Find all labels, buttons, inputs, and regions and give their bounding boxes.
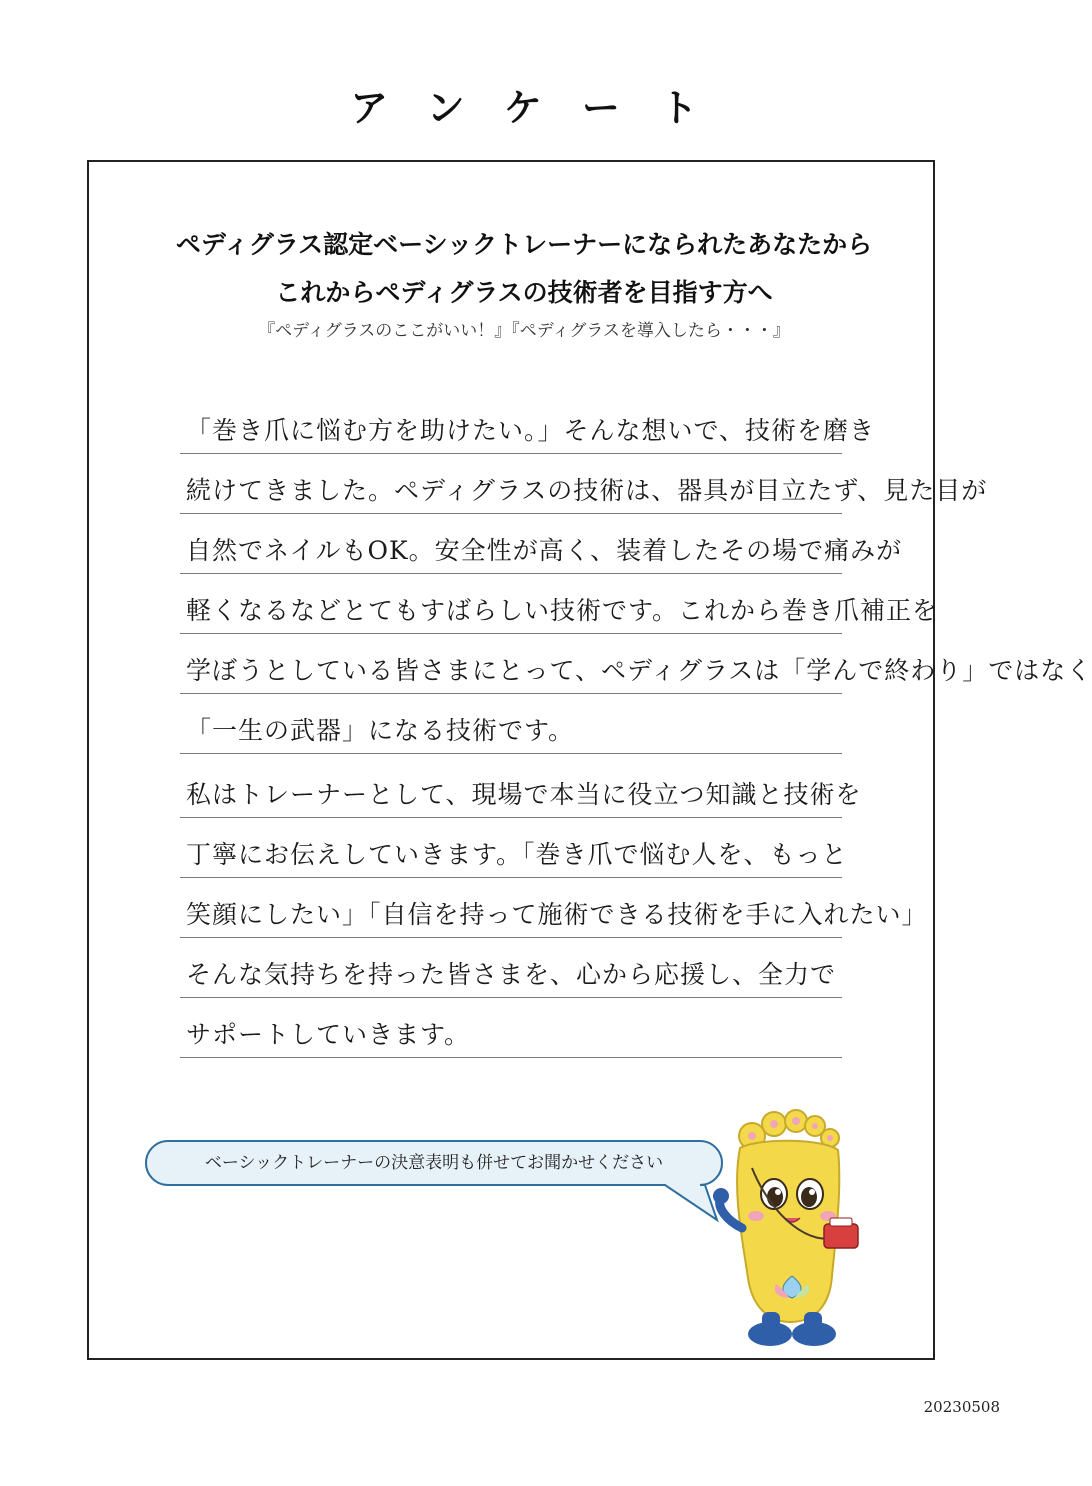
answer-line: 学ぼうとしている皆さまにとって、ペディグラスは「学んで終わり」ではなく bbox=[180, 648, 842, 694]
answer-line: 丁寧にお伝えしていきます。「巻き爪で悩む人を、もっと bbox=[180, 832, 842, 878]
answer-line: 私はトレーナーとして、現場で本当に役立つ知識と技術を bbox=[180, 772, 842, 818]
page-title: アンケート bbox=[350, 86, 738, 130]
answer-line: 自然でネイルもOK。安全性が高く、装着したその場で痛みが bbox=[180, 528, 842, 574]
answer-line: 続けてきました。ペディグラスの技術は、器具が目立たず、見た目が bbox=[180, 468, 842, 514]
heading-line-1: ペディグラス認定ベーシックトレーナーになられたあなたから bbox=[175, 230, 873, 259]
answer-line: サポートしていきます。 bbox=[180, 1012, 842, 1058]
heading-line-2: これからペディグラスの技術者を目指す方へ bbox=[275, 278, 773, 307]
answer-line: 笑顔にしたい」「自信を持って施術できる技術を手に入れたい」 bbox=[180, 892, 842, 938]
speech-bubble bbox=[145, 1140, 723, 1186]
subheading: 『ペディグラスのここがいい！』『ペディグラスを導入したら・・・』 bbox=[258, 321, 790, 341]
document-code: 20230508 bbox=[923, 1398, 1000, 1416]
answer-line: 「一生の武器」になる技術です。 bbox=[180, 708, 842, 754]
answer-line: 軽くなるなどとてもすばらしい技術です。これから巻き爪補正を bbox=[180, 588, 842, 634]
mascot-illustration bbox=[712, 1108, 872, 1352]
answer-line: そんな気持ちを持った皆さまを、心から応援し、全力で bbox=[180, 952, 842, 998]
speech-bubble-text: ベーシックトレーナーの決意表明も併せてお聞かせください bbox=[204, 1153, 664, 1173]
answer-line: 「巻き爪に悩む方を助けたい。」そんな想いで、技術を磨き bbox=[180, 408, 842, 454]
